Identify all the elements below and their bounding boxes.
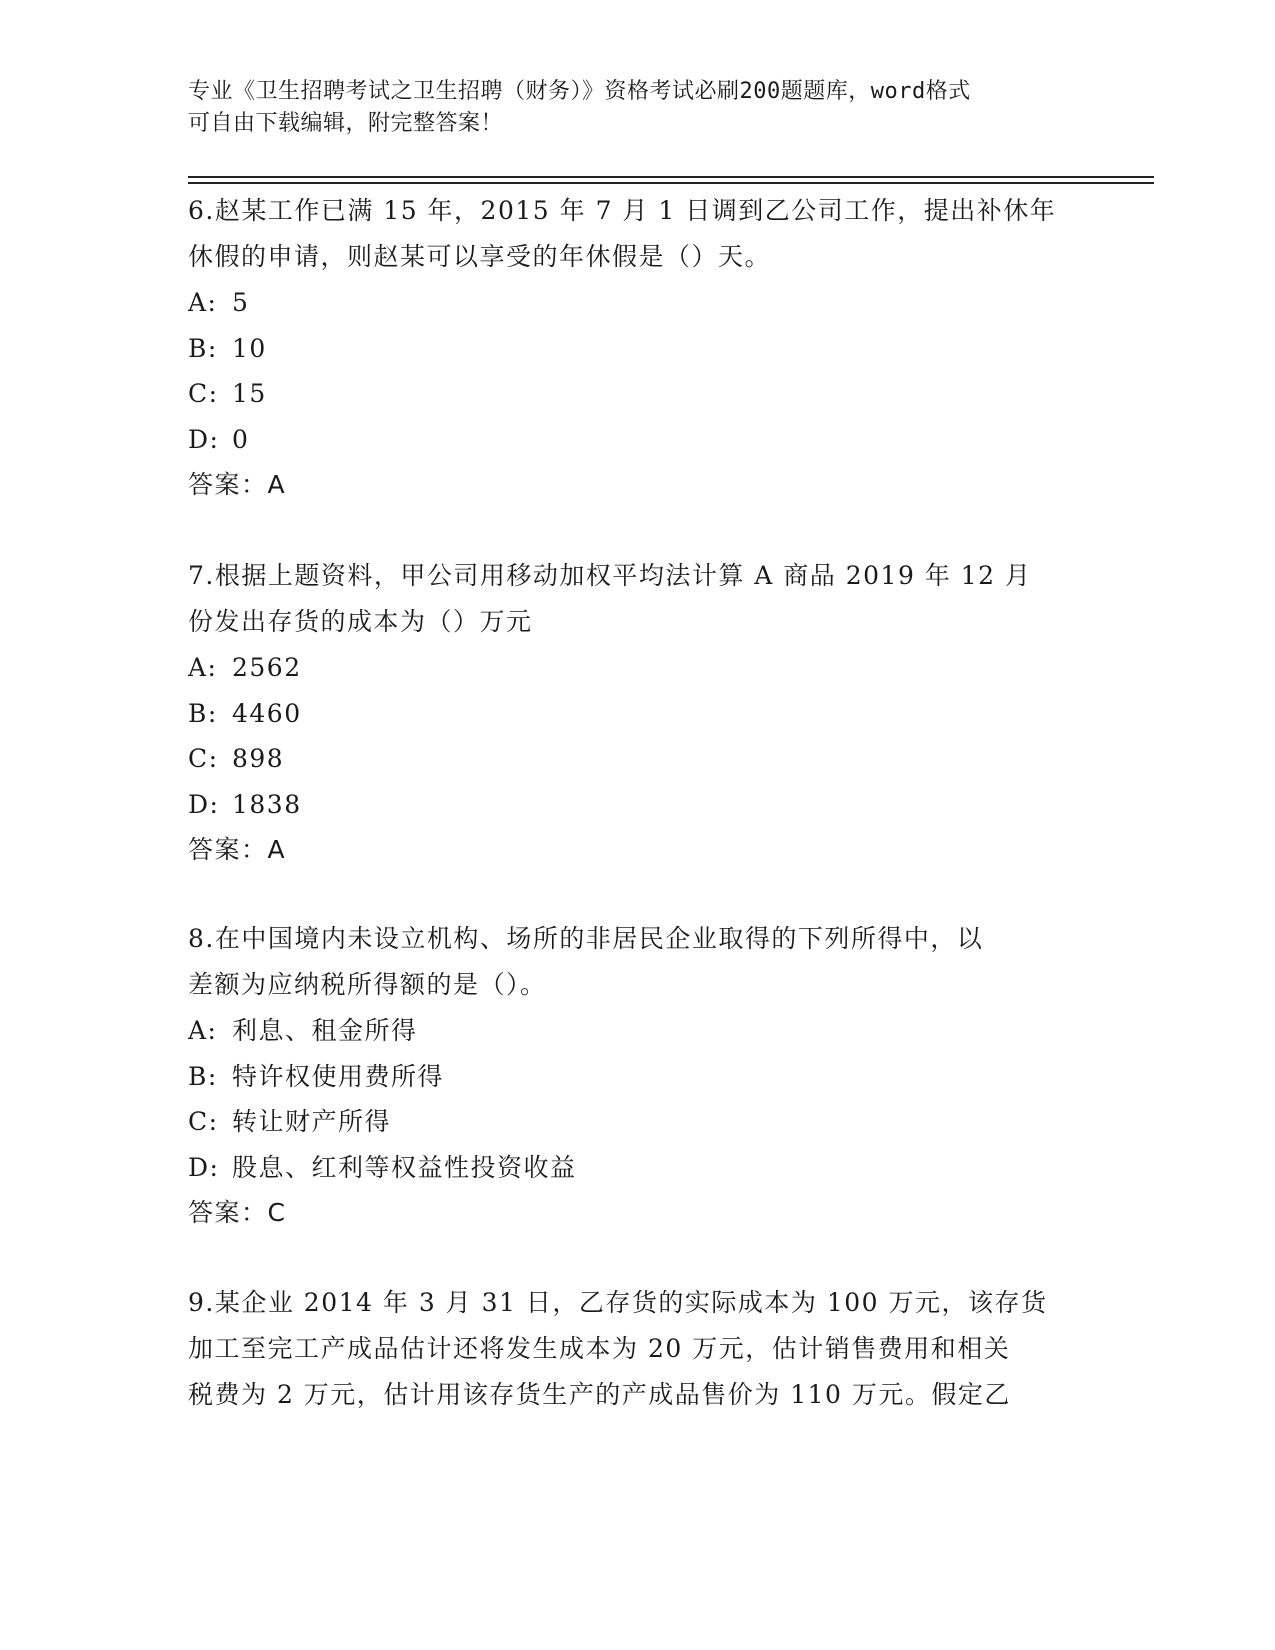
question-line: 6.赵某工作已满 15 年，2015 年 7 月 1 日调到乙公司工作，提出补休年 [188,196,1057,225]
option-text: 15 [232,379,267,408]
option-a [188,1008,1088,1054]
option-text: 10 [232,333,267,363]
option-text: 特许权使用费所得 [232,1061,445,1091]
question-line: 9.某企业 2014 年 3 月 31 日，乙存货的实际成本为 100 万元，该存货 [188,1288,1048,1317]
option-text: 股息、红利等权益性投资收益 [232,1152,577,1182]
option-text: 1838 [232,789,302,819]
option-key: C: [188,1107,219,1136]
option-key: C: [188,379,219,408]
option-key: A: [188,288,218,317]
question-line: 7.根据上题资料，甲公司用移动加权平均法计算 A 商品 2019 年 12 月 [188,561,1032,590]
answer-line: 答案：A [188,835,287,864]
option-key: D: [188,1152,220,1182]
question-block [188,916,1088,1236]
option-a [188,645,1088,691]
header-divider [188,182,1154,184]
option-key: D: [188,789,220,819]
question-line: 份发出存货的成本为（）万元 [188,607,533,636]
question-line: 休假的申请，则赵某可以享受的年休假是（）天。 [188,242,772,271]
option-key: C: [188,744,219,773]
option-a [188,280,1088,326]
option-c [188,371,1088,417]
answer-line: 答案：A [188,470,287,499]
question-text [188,188,1088,280]
question-line: 税费为 2 万元，估计用该存货生产的产成品售价为 110 万元。假定乙 [188,1380,1011,1409]
question-block [188,1280,1088,1418]
option-text: 4460 [232,698,302,728]
option-text: 2562 [232,653,302,682]
option-b [188,1054,1088,1100]
option-b [188,326,1088,372]
option-text: 898 [232,744,285,773]
header-line: 专业《卫生招聘考试之卫生招聘（财务）》资格考试必刷200题题库，word格式 [188,79,971,104]
question-block [188,553,1088,873]
question-line: 8.在中国境内未设立机构、场所的非居民企业取得的下列所得中，以 [188,924,984,953]
option-d [188,1145,1088,1191]
question-text [188,1280,1088,1418]
option-d [188,417,1088,463]
option-key: A: [188,653,218,682]
question-line: 加工至完工产成品估计还将发生成本为 20 万元，估计销售费用和相关 [188,1334,1011,1363]
option-b [188,691,1088,737]
document-header [188,76,1088,140]
question-text [188,916,1088,1008]
question-line: 差额为应纳税所得额的是（）。 [188,970,547,999]
question-block [188,188,1088,508]
option-key: B: [188,333,218,363]
option-text: 转让财产所得 [232,1107,392,1136]
option-key: B: [188,1061,218,1091]
option-c [188,736,1088,782]
option-d [188,782,1088,828]
option-text: 利息、租金所得 [232,1016,418,1045]
option-c [188,1099,1088,1145]
header-line: 可自由下载编辑，附完整答案！ [188,111,504,136]
answer-line: 答案：C [188,1198,287,1227]
option-key: D: [188,424,220,454]
option-text: 0 [232,424,250,454]
option-key: B: [188,698,218,728]
question-text [188,553,1088,645]
option-key: A: [188,1016,218,1045]
option-text: 5 [232,288,250,317]
header-divider [188,176,1154,178]
